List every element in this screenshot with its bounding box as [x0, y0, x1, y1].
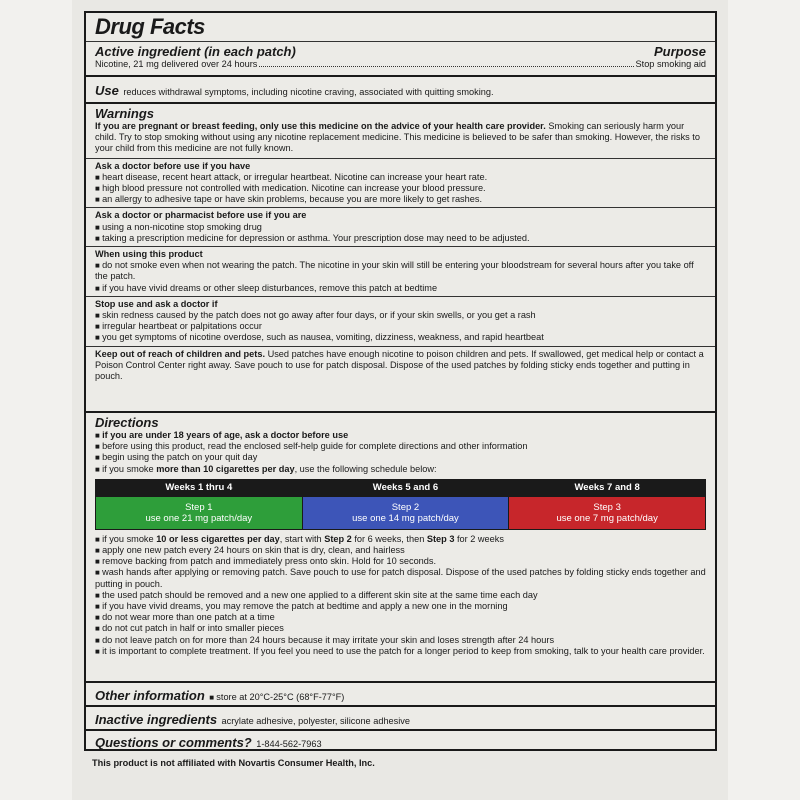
step-label: Step 1	[185, 501, 213, 513]
list-item: ■ heart disease, recent heart attack, or irregular heartbeat. Nicotine can increase your heart rate.	[95, 172, 706, 183]
active-ingredient-section	[86, 13, 715, 77]
pregnancy-warning-bold: If you are pregnant or breast feeding, only use this medicine on the advice of your health care provider.	[95, 121, 546, 131]
list-item: ■ if you have vivid dreams, you may remove the patch at bedtime and apply a new one in the morning	[95, 601, 706, 612]
when-using-block	[86, 246, 715, 296]
less10-text: for 2 weeks	[454, 533, 504, 544]
stop-use-heading: Stop use and ask a doctor if	[95, 298, 218, 309]
patch-schedule-table	[95, 479, 706, 530]
list-item: ■ before using this product, read the enclosed self-help guide for complete directions and other information	[95, 441, 706, 452]
step-dose: use one 14 mg patch/day	[352, 512, 459, 524]
inactive-ingredients-heading: Inactive ingredients	[95, 712, 218, 727]
list-item: ■ an allergy to adhesive tape or have skin problems, because you are more likely to get rashes.	[95, 194, 706, 205]
ask-pharmacist-heading: Ask a doctor or pharmacist before use if you are	[95, 210, 307, 221]
list-item: ■ do not smoke even when not wearing the patch. The nicotine in your skin will still be entering your bloodstream for several hours after you take off the patch.	[95, 260, 706, 282]
list-item: ■ if you are under 18 years of age, ask a doctor before use	[95, 430, 706, 441]
active-ingredient-value: Nicotine, 21 mg delivered over 24 hours	[95, 59, 258, 69]
questions-section	[86, 731, 715, 751]
stop-use-block	[86, 296, 715, 346]
list-item: ■ irregular heartbeat or palpitations occur	[95, 321, 706, 332]
pregnancy-warning-text: Smoking can seriously harm your child. Try to stop smoking without using any nicotine replacement medicine. This medicine is believed to be safer than smoking. However, the risks to your child from this medicine are not fully known.	[95, 121, 700, 154]
dotted-leader	[259, 66, 633, 67]
less10-step2: Step 2	[324, 533, 352, 544]
list-item: ■ apply one new patch every 24 hours on skin that is dry, clean, and hairless	[95, 545, 706, 556]
list-item: ■ if you have vivid dreams or other sleep disturbances, remove this patch at bedtime	[95, 283, 706, 294]
schedule-weeks-3: Weeks 7 and 8	[509, 479, 706, 496]
list-item: ■ high blood pressure not controlled with medication. Nicotine can increase your blood pressure.	[95, 183, 706, 194]
active-ingredient-heading: Active ingredient (in each patch)	[95, 44, 296, 59]
step-dose: use one 7 mg patch/day	[556, 512, 658, 524]
more10-bold: more than 10 cigarettes per day	[156, 463, 295, 474]
list-item: ■ begin using the patch on your quit day	[95, 452, 706, 463]
keep-out-heading: Keep out of reach of children and pets.	[95, 348, 265, 359]
use-heading: Use	[95, 83, 119, 98]
less10-text: for 6 weeks, then	[351, 533, 427, 544]
list-item: ■ do not leave patch on for more than 24 hours because it may irritate your skin and loses strength after 24 hours	[95, 635, 706, 646]
inactive-ingredients-section	[86, 707, 715, 731]
less10-text: , start with	[279, 533, 325, 544]
list-item	[95, 534, 706, 545]
other-information-section	[86, 683, 715, 707]
purpose-value: Stop smoking aid	[635, 59, 706, 69]
warnings-heading: Warnings	[95, 106, 154, 121]
schedule-weeks-1: Weeks 1 thru 4	[96, 479, 303, 496]
other-information-text: ■ store at 20°C-25°C (68°F-77°F)	[209, 692, 344, 702]
keep-out-text: Used patches have enough nicotine to poison children and pets. If swallowed, get medical help or contact a Poison Control Center right away. Save pouch to use for patch disposal. Dispose of the used patches by folding sticky ends together and putting in pouch.	[95, 348, 704, 382]
step-label: Step 2	[391, 501, 420, 513]
schedule-step-3	[509, 496, 706, 529]
ask-doctor-heading: Ask a doctor before use if you have	[95, 160, 251, 171]
list-item: ■ using a non-nicotine stop smoking drug	[95, 222, 706, 233]
list-item: ■ remove backing from patch and immediately press onto skin. Hold for 10 seconds.	[95, 556, 706, 567]
page-title: Drug Facts	[86, 15, 715, 42]
purpose-heading: Purpose	[653, 44, 706, 59]
schedule-weeks-2: Weeks 5 and 6	[302, 479, 509, 496]
keep-out-block	[86, 346, 715, 385]
more10-post: , use the following schedule below:	[294, 463, 437, 474]
schedule-step-2	[302, 496, 509, 529]
schedule-step-1	[96, 496, 303, 529]
list-item	[95, 464, 706, 475]
other-information-heading: Other information	[95, 688, 205, 703]
step-dose: use one 21 mg patch/day	[145, 512, 253, 524]
step-label: Step 3	[593, 501, 621, 513]
footer-disclaimer: This product is not affiliated with Novartis Consumer Health, Inc.	[92, 758, 375, 768]
list-item: ■ it is important to complete treatment. If you feel you need to use the patch for a longer period to keep from smoking, talk to your health care provider.	[95, 646, 706, 657]
questions-heading: Questions or comments?	[95, 735, 252, 750]
ask-doctor-block	[86, 158, 715, 208]
list-item: ■ skin redness caused by the patch does not go away after four days, or if your skin swells, or you get a rash	[95, 310, 706, 321]
less10-text: if you smoke	[102, 533, 157, 544]
warnings-section	[86, 104, 715, 413]
inactive-ingredients-text: acrylate adhesive, polyester, silicone adhesive	[221, 716, 410, 726]
directions-section	[86, 413, 715, 683]
list-item: ■ wash hands after applying or removing patch. Save pouch to use for patch disposal. Dispose of the used patches by folding sticky ends together and putting in pouch.	[95, 567, 706, 589]
questions-phone: 1-844-562-7963	[256, 739, 322, 749]
when-using-heading: When using this product	[95, 249, 203, 260]
list-item: ■ you get symptoms of nicotine overdose, such as nausea, vomiting, dizziness, weakness, and rapid heartbeat	[95, 332, 706, 343]
drug-facts-panel	[84, 11, 717, 751]
less10-bold: 10 or less cigarettes per day	[156, 533, 280, 544]
list-item: ■ do not wear more than one patch at a time	[95, 612, 706, 623]
ask-pharmacist-block	[86, 207, 715, 246]
list-item: ■ the used patch should be removed and a new one applied to a different skin site at the same time each day	[95, 590, 706, 601]
use-text: reduces withdrawal symptoms, including nicotine craving, associated with quitting smoking.	[123, 87, 494, 97]
use-section	[86, 77, 715, 104]
list-item: ■ do not cut patch in half or into smaller pieces	[95, 623, 706, 634]
less10-step3: Step 3	[426, 533, 455, 544]
list-item: ■ taking a prescription medicine for depression or asthma. Your prescription dose may need to be adjusted.	[95, 233, 706, 244]
directions-heading: Directions	[95, 415, 159, 430]
more10-pre: if you smoke	[102, 463, 157, 474]
